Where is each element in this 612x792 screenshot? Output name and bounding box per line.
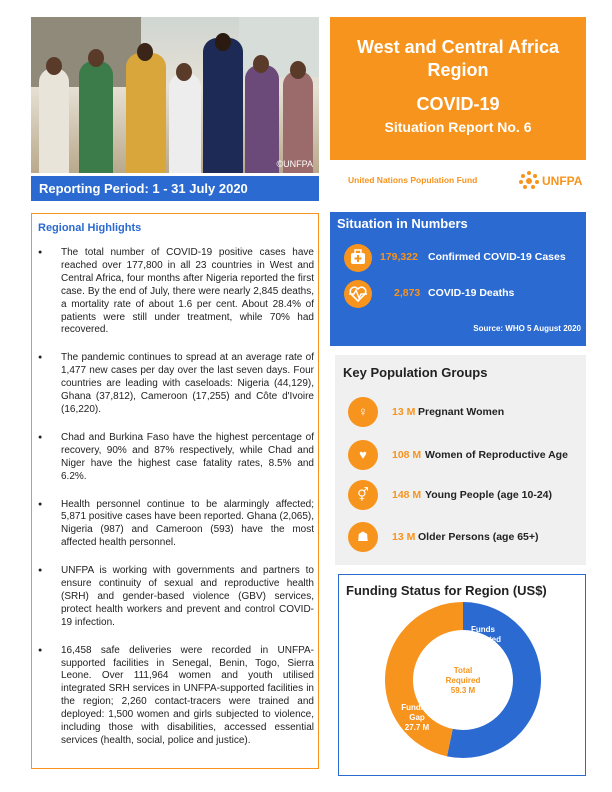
- report-topic: COVID-19: [416, 94, 500, 114]
- group-label: Older Persons (age 65+): [418, 531, 539, 543]
- unfpa-logo-icon: [518, 170, 540, 190]
- key-population-heading: Key Population Groups: [343, 365, 488, 380]
- person-head: [176, 63, 192, 81]
- highlight-item: ● The total number of COVID-19 positive cases have reached over 177,800 in all 23 countries in West and Central Africa, four months after Nigeria reported the first case. By the end of July, there were nearly 2,845 deaths, a mortality rate of about 1.6 per cent. About 28.4% of patients were still under treatment, while 70% had recovered.: [36, 247, 314, 337]
- group-label: Women of Reproductive Age: [425, 449, 568, 461]
- slice-label: Funding: [401, 703, 433, 712]
- funding-heading: Funding Status for Region (US$): [346, 583, 547, 598]
- pregnant-woman-icon: ♀: [348, 397, 378, 427]
- highlight-item: ● The pandemic continues to spread at an average rate of 1,477 new cases per day over the last seven days. Four countries are leading with caseloads: Nigeria (44,129), Ghana (37,812), Cameroon (17,255) and Côte d'Ivoire (16,220).: [36, 352, 314, 417]
- group-value: 108 M: [392, 449, 422, 461]
- unfpa-logo: [518, 170, 586, 190]
- person-figure: [283, 71, 313, 173]
- highlights-list: [36, 247, 314, 763]
- confirmed-cases-label: Confirmed COVID-19 Cases: [428, 251, 566, 263]
- highlight-item: ● UNFPA is working with governments and partners to ensure continuity of sexual and reproductive health (SRH) and gender-based violence (GBV) services, protect health workers and prevent and control COVID-19 infection.: [36, 565, 314, 630]
- key-population-item: [348, 397, 582, 427]
- situation-in-numbers: [330, 212, 586, 346]
- person-figure: [39, 68, 69, 173]
- gender-icon: ⚥: [348, 480, 378, 510]
- data-source: Source: WHO 5 August 2020: [473, 324, 581, 333]
- key-population-groups: [335, 355, 586, 565]
- group-value: 148 M: [392, 489, 422, 501]
- person-figure: [245, 65, 279, 173]
- region-title: [330, 36, 586, 82]
- slice-label: 31.6 M: [470, 645, 496, 654]
- older-person-icon: ☗: [348, 522, 378, 552]
- person-head: [88, 49, 104, 67]
- deaths-value: 2,873: [394, 287, 421, 299]
- cover-photo: [31, 17, 319, 173]
- organization-name: United Nations Population Fund: [348, 175, 478, 185]
- organization-banner: [345, 168, 586, 190]
- donut-center-label: Total: [453, 666, 473, 675]
- highlights-heading: Regional Highlights: [38, 222, 142, 234]
- slice-label: 27.7 M: [404, 723, 430, 732]
- person-figure: [203, 38, 243, 173]
- person-figure: [169, 73, 201, 173]
- group-value: 13 M: [392, 531, 416, 543]
- donut-center-label: 59.3 M: [450, 686, 476, 695]
- person-head: [137, 43, 153, 61]
- group-label: Pregnant Women: [418, 406, 505, 418]
- person-head: [290, 61, 306, 79]
- highlight-item: ● Health personnel continue to be alarmingly affected; 5,871 positive cases have been reported. Ghana (2,065), Nigeria (987) and Cameroon (593) have the most affected health personnel.: [36, 499, 314, 551]
- group-value: 13 M: [392, 406, 416, 418]
- slice-label: Allocated: [464, 635, 502, 644]
- hands-heart-icon: ♥: [348, 440, 378, 470]
- person-head: [46, 57, 62, 75]
- deaths-row: [344, 280, 580, 306]
- slice-label: Funds: [471, 625, 495, 634]
- person-head: [215, 33, 231, 51]
- key-population-item: [348, 522, 582, 552]
- person-figure: [79, 61, 113, 173]
- regional-highlights: [31, 213, 319, 769]
- group-label: Young People (age 10-24): [425, 489, 552, 501]
- highlight-item: ● 16,458 safe deliveries were recorded in UNFPA-supported facilities in Senegal, Benin, Togo, Sierra Leone. Over 111,964 women and youth utilised integrated SRH services in UNFPA-supported facilities in the region; 2,260 contact-tracers were trained and deployed: 1,500 women and girls subjected to violence, including those with disabilities, accessed essential services (health, social, police and justice).: [36, 645, 314, 748]
- slice-label: Gap: [409, 713, 425, 722]
- highlight-item: ● Chad and Burkina Faso have the highest percentage of recovery, 90% and 87% respectively, while Chad and Niger have the highest case fatality rates, 8.5% and 6.2%.: [36, 432, 314, 484]
- region-title-line2: Region: [427, 60, 489, 80]
- title-block: [330, 17, 586, 160]
- region-title-line1: West and Central Africa: [356, 37, 560, 57]
- deaths-label: COVID-19 Deaths: [428, 287, 515, 299]
- donut-center-label: Required: [445, 676, 481, 685]
- heartbeat-icon: [344, 280, 372, 308]
- funding-status: [338, 574, 586, 776]
- unfpa-logo-text: UNFPA: [542, 174, 583, 188]
- funding-donut-chart: [339, 575, 585, 775]
- first-aid-kit-icon: [344, 244, 372, 272]
- person-figure: [126, 53, 166, 173]
- situation-heading: Situation in Numbers: [337, 216, 468, 231]
- person-head: [253, 55, 269, 73]
- report-number: Situation Report No. 6: [384, 119, 532, 135]
- key-population-item: [348, 440, 582, 470]
- key-population-item: [348, 480, 582, 510]
- photo-credit: ©UNFPA: [276, 159, 313, 169]
- confirmed-cases-value: 179,322: [380, 251, 418, 263]
- confirmed-cases-row: [344, 244, 580, 270]
- reporting-period: Reporting Period: 1 - 31 July 2020: [31, 176, 319, 201]
